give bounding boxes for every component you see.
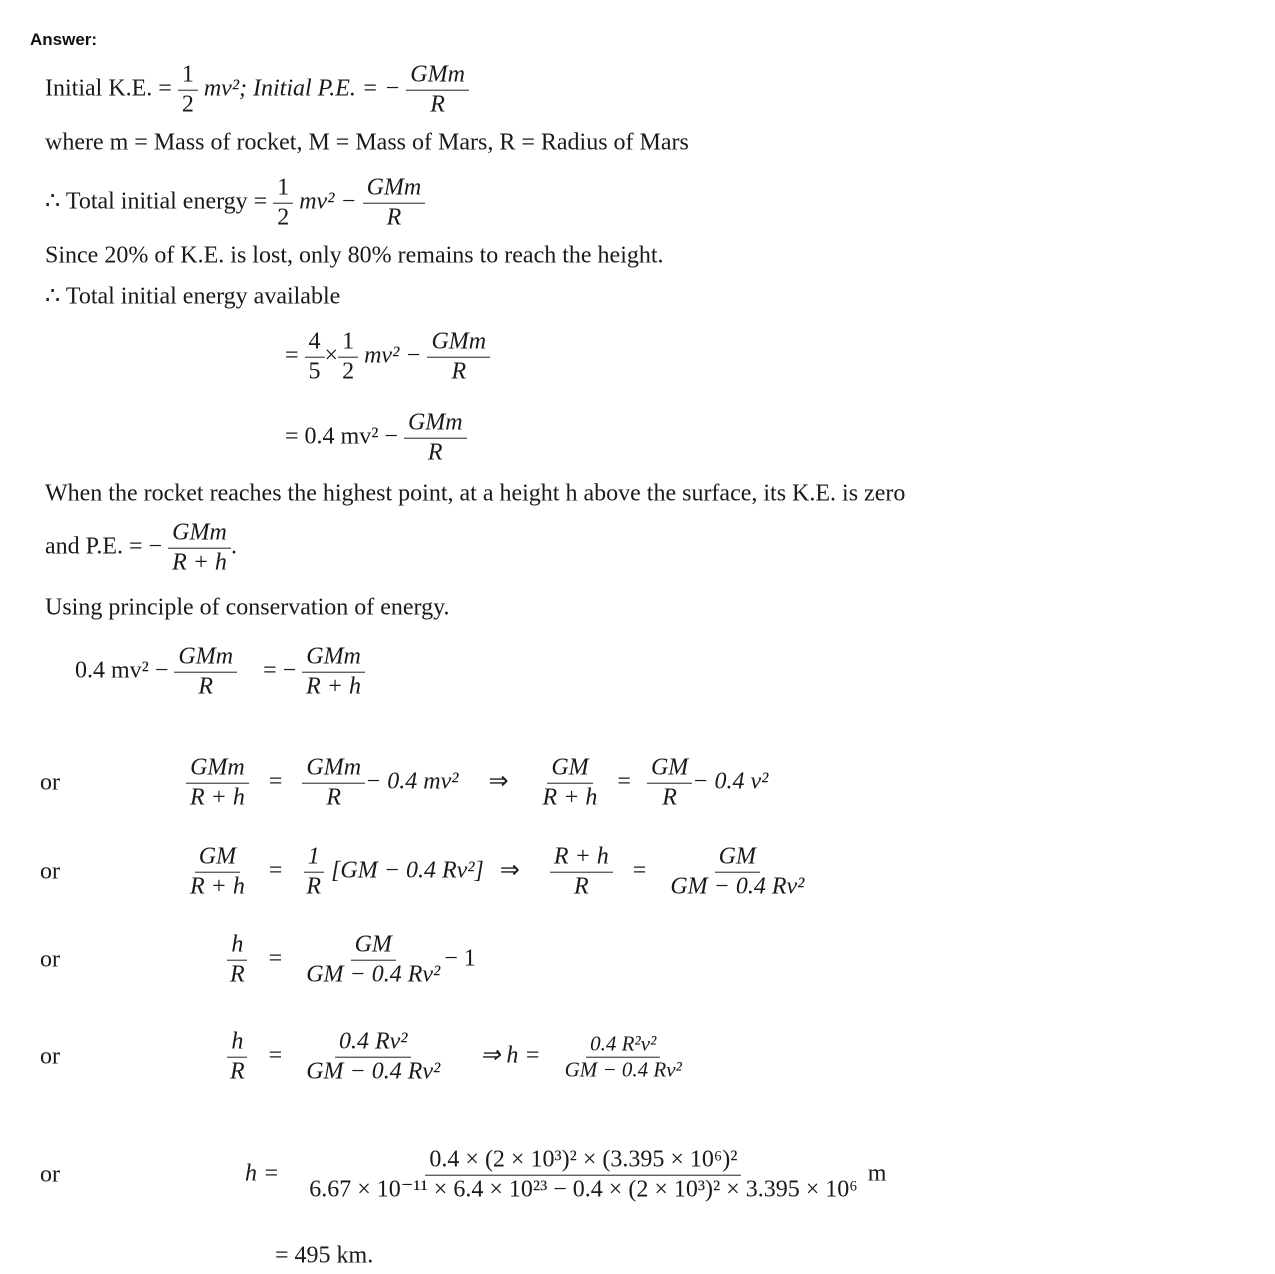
text: − 1 xyxy=(444,945,476,972)
numerator: 0.4 Rv² xyxy=(335,1028,412,1058)
conservation-equation xyxy=(75,643,365,702)
numerator: 1 xyxy=(304,843,324,873)
fraction xyxy=(226,1028,249,1087)
or-label: or xyxy=(40,946,60,973)
denominator: R + h xyxy=(190,784,245,811)
text: [GM − 0.4 Rv²] xyxy=(331,857,484,884)
numerator: GM xyxy=(547,754,592,784)
denominator: R xyxy=(230,1058,245,1085)
implies: ⇒ xyxy=(488,768,509,795)
text: h = xyxy=(245,1160,280,1187)
energy-step-2 xyxy=(285,409,467,468)
text: − 0.4 mv² xyxy=(365,768,459,795)
fraction xyxy=(363,174,426,233)
fraction xyxy=(561,1031,686,1082)
numerator: GMm xyxy=(363,174,426,204)
pe-line xyxy=(45,519,237,578)
or-label: or xyxy=(40,769,60,796)
numerator: 0.4 R²v² xyxy=(586,1031,660,1057)
denominator: R xyxy=(662,784,677,811)
denominator: 6.67 × 10⁻¹¹ × 6.4 × 10²³ − 0.4 × (2 × 10³)² × 3.395 × 10⁶ xyxy=(309,1176,858,1203)
denominator: 2 xyxy=(342,358,355,385)
derivation-step-1 xyxy=(186,754,768,813)
denominator: R xyxy=(574,873,589,900)
or-label: or xyxy=(40,1043,60,1070)
numerator: GMm xyxy=(168,519,231,549)
equals: = xyxy=(268,857,283,884)
implies: ⇒ h = xyxy=(480,1042,541,1069)
fraction xyxy=(550,843,613,902)
denominator: R + h xyxy=(306,673,361,700)
denominator: GM − 0.4 Rv² xyxy=(306,961,441,988)
fraction xyxy=(186,843,249,902)
fraction xyxy=(338,328,358,387)
denominator: R + h xyxy=(172,549,227,576)
numerator: R + h xyxy=(550,843,613,873)
denominator: R xyxy=(306,873,322,900)
numerator: GMm xyxy=(174,643,237,673)
denominator: R xyxy=(230,961,245,988)
final-substitution xyxy=(245,1146,886,1205)
fraction xyxy=(302,1028,444,1087)
text: mv² − xyxy=(364,342,422,369)
denominator: 5 xyxy=(308,358,321,385)
derivation-step-2 xyxy=(186,843,808,902)
text: − 0.4 v² xyxy=(692,768,769,795)
fraction xyxy=(539,754,602,813)
denominator: R xyxy=(326,784,342,811)
equals: = xyxy=(285,342,299,369)
fraction xyxy=(302,754,365,813)
fraction xyxy=(305,328,325,387)
numerator: 0.4 × (2 × 10³)² × (3.395 × 10⁶)² xyxy=(425,1146,741,1176)
denominator: R + h xyxy=(190,873,245,900)
fraction xyxy=(302,931,444,990)
fraction xyxy=(273,174,293,233)
text: mv²; Initial P.E. = − xyxy=(203,75,401,102)
equals: = xyxy=(268,945,283,972)
fraction xyxy=(404,409,467,468)
text: = 0.4 mv² − xyxy=(285,423,398,450)
numerator: GM xyxy=(647,754,692,784)
numerator: GMm xyxy=(302,643,365,673)
denominator: R xyxy=(198,673,214,700)
numerator: 1 xyxy=(178,61,198,91)
denominator: GM − 0.4 Rv² xyxy=(670,873,805,900)
energy-step-1 xyxy=(285,328,490,387)
fraction xyxy=(647,754,692,813)
numerator: GMm xyxy=(427,328,490,358)
numerator: 4 xyxy=(305,328,325,358)
fraction xyxy=(302,643,365,702)
numerator: GMm xyxy=(404,409,467,439)
fraction xyxy=(305,1146,861,1205)
denominator: GM − 0.4 Rv² xyxy=(564,1057,682,1082)
unit: m xyxy=(867,1160,887,1187)
text: and P.E. = − xyxy=(45,533,163,560)
initial-energy-line xyxy=(45,61,469,120)
denominator: GM − 0.4 Rv² xyxy=(306,1058,441,1085)
fraction xyxy=(406,61,469,120)
energy-available-line: ∴ Total initial energy available xyxy=(45,283,341,310)
derivation-step-4 xyxy=(226,1028,686,1087)
equals: = xyxy=(617,768,631,795)
ke-lost-line: Since 20% of K.E. is lost, only 80% remains to reach the height. xyxy=(45,242,664,269)
fraction xyxy=(302,843,325,902)
numerator: h xyxy=(227,931,247,961)
answer-heading: Answer: xyxy=(30,30,98,49)
denominator: R xyxy=(430,91,445,118)
numerator: GMm xyxy=(186,754,249,784)
total-energy-line xyxy=(45,174,425,233)
final-answer: = 495 km. xyxy=(275,1242,374,1269)
equals: = xyxy=(268,768,283,795)
fraction xyxy=(168,519,231,578)
text: 0.4 mv² − xyxy=(75,657,169,684)
fraction xyxy=(186,754,249,813)
equals: = xyxy=(268,1042,283,1069)
fraction xyxy=(427,328,490,387)
text: ∴ Total initial energy = xyxy=(45,188,268,215)
fraction xyxy=(174,643,237,702)
numerator: GM xyxy=(195,843,240,873)
denominator: R xyxy=(427,439,443,466)
derivation-step-3 xyxy=(226,931,476,990)
equals: = − xyxy=(263,657,297,684)
or-label: or xyxy=(40,858,60,885)
denominator: R xyxy=(451,358,467,385)
numerator: 1 xyxy=(338,328,358,358)
text: mv² − xyxy=(299,188,357,215)
period: . xyxy=(230,533,237,560)
implies: ⇒ xyxy=(499,857,520,884)
numerator: GMm xyxy=(302,754,365,784)
times: × xyxy=(324,342,339,369)
numerator: h xyxy=(227,1028,247,1058)
equals: = xyxy=(632,857,647,884)
fraction xyxy=(178,61,198,120)
text: Initial K.E. = xyxy=(45,75,172,102)
conservation-line: Using principle of conservation of energy. xyxy=(45,594,450,621)
numerator: 1 xyxy=(273,174,293,204)
denominator: R xyxy=(386,204,402,231)
fraction xyxy=(666,843,808,902)
where-line: where m = Mass of rocket, M = Mass of Mars, R = Radius of Mars xyxy=(45,129,689,156)
fraction xyxy=(226,931,249,990)
denominator: 2 xyxy=(277,204,290,231)
denominator: 2 xyxy=(181,91,194,118)
numerator: GMm xyxy=(406,61,469,91)
numerator: GM xyxy=(715,843,760,873)
numerator: GM xyxy=(351,931,396,961)
denominator: R + h xyxy=(542,784,598,811)
highest-point-line: When the rocket reaches the highest point, at a height h above the surface, its K.E. is zero xyxy=(45,480,906,507)
or-label: or xyxy=(40,1161,60,1188)
